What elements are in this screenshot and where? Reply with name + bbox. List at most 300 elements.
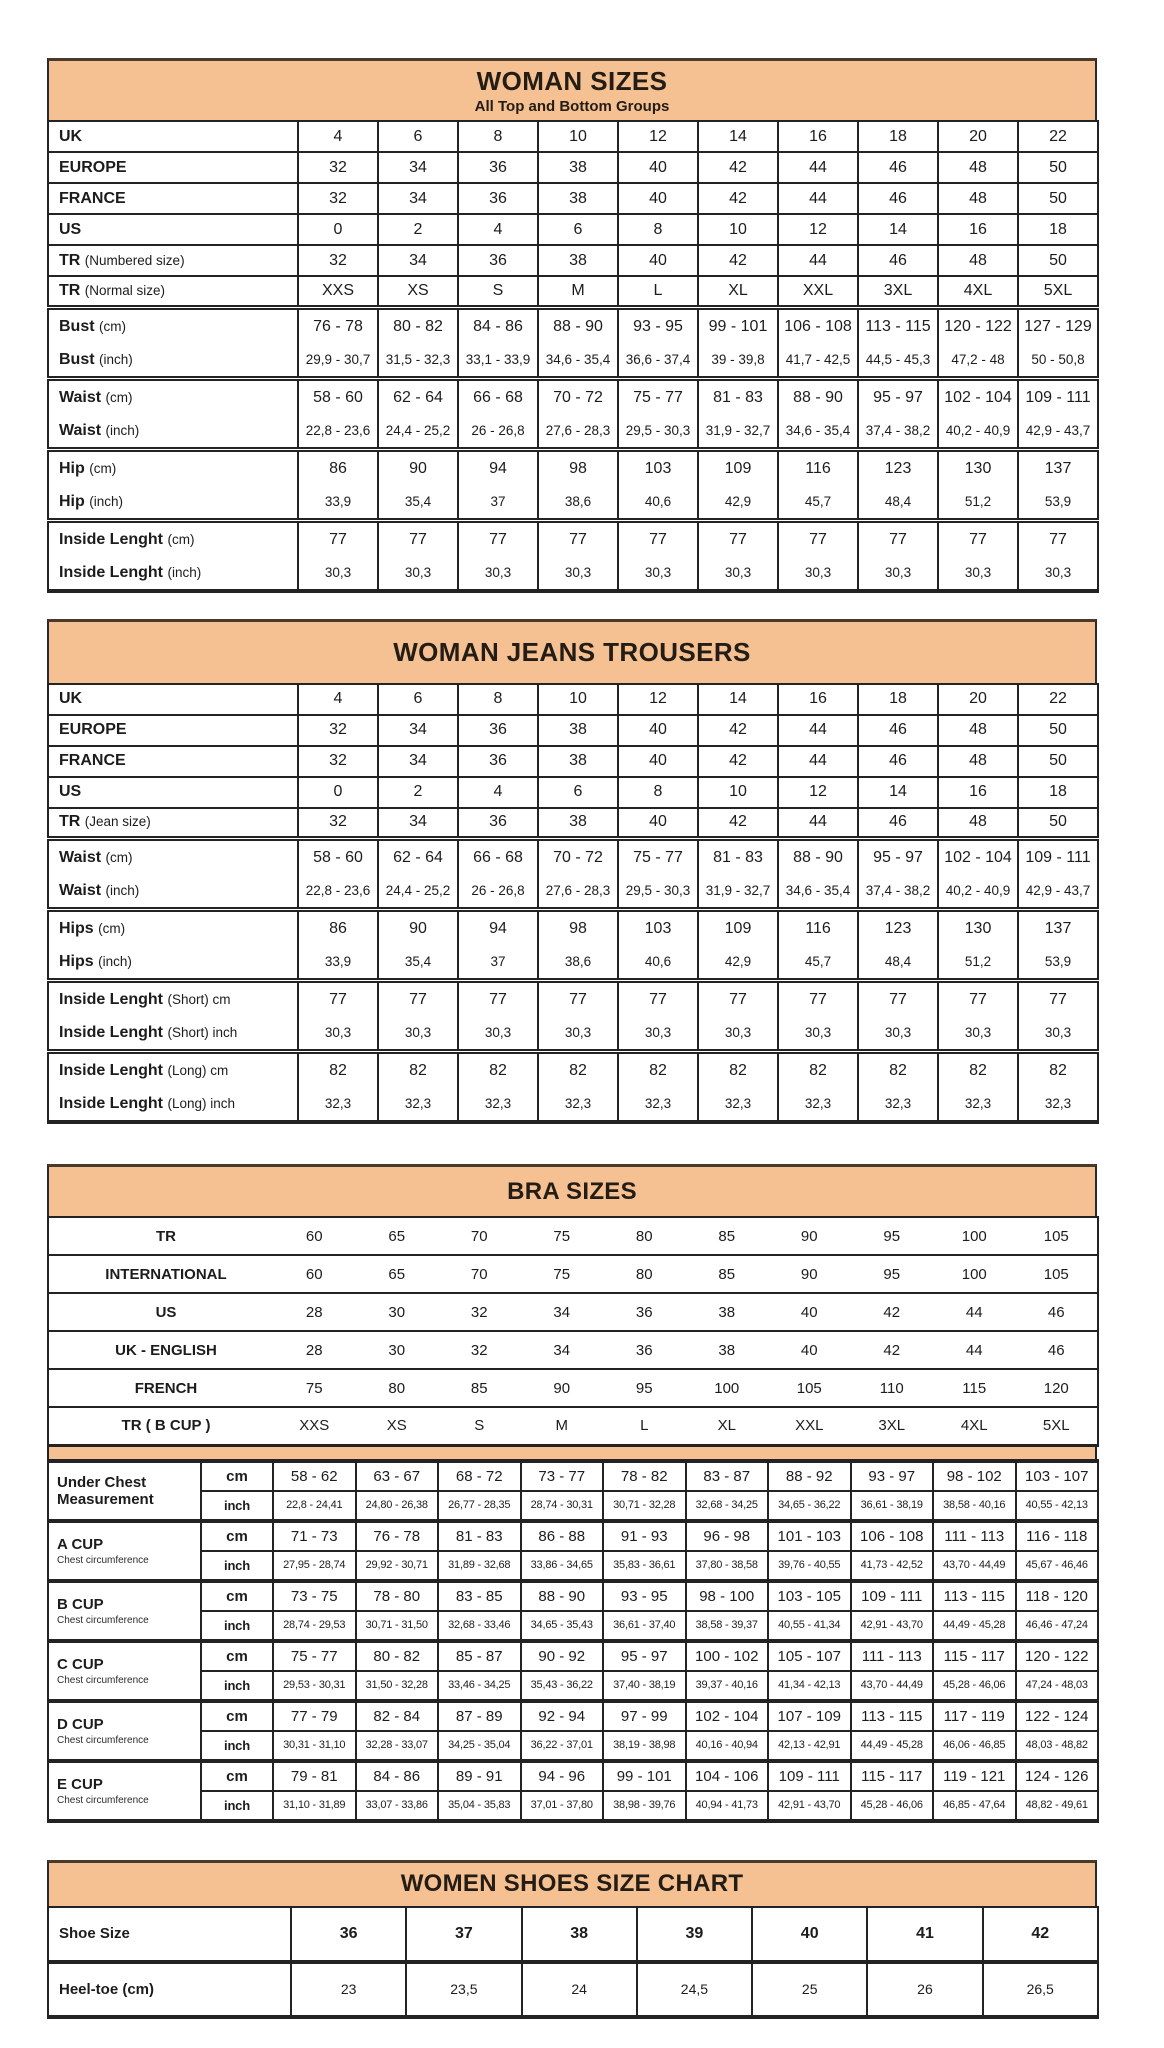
- shoe-value: 42: [983, 1907, 1098, 1962]
- size-value-cm: 102 - 104: [944, 388, 1012, 406]
- unit-cm-label: cm: [201, 1581, 273, 1611]
- row-label-text: UK - ENGLISH: [115, 1341, 217, 1359]
- cup-value-cm: 90 - 92: [521, 1641, 604, 1671]
- row-label-text: Shoe Size: [59, 1925, 130, 1942]
- size-value-inch: 42,9: [724, 493, 752, 509]
- cup-value-cm: 95 - 97: [603, 1641, 686, 1671]
- size-value: 12: [778, 777, 858, 808]
- size-value-pair: [458, 378, 538, 449]
- row-label-line: [49, 343, 297, 376]
- size-value-cm: 113 - 115: [865, 317, 931, 335]
- bra-band-value: 36: [603, 1293, 686, 1331]
- size-value-inch: 51,2: [964, 493, 992, 509]
- size-value-cm: 77: [489, 530, 507, 548]
- cup-value-cm: 115 - 117: [851, 1761, 934, 1791]
- cup-value-inch: 48,03 - 48,82: [1016, 1731, 1099, 1761]
- shoe-value: 24,5: [637, 1962, 752, 2017]
- row-label-line: [49, 381, 297, 414]
- size-value-pair: [298, 449, 378, 520]
- bra-band-value: 30: [356, 1293, 439, 1331]
- size-value-cm: 82: [409, 1062, 427, 1079]
- bra-band-value: 80: [603, 1255, 686, 1293]
- cup-value-inch: 48,82 - 49,61: [1016, 1791, 1099, 1821]
- unit-inch-label: inch: [201, 1551, 273, 1581]
- row-label-text: EUROPE: [59, 158, 127, 176]
- size-value: 48: [938, 245, 1018, 276]
- cup-value-inch: 38,58 - 40,16: [933, 1491, 1016, 1521]
- size-value-inch: 36,6 - 37,4: [625, 351, 691, 367]
- size-value-pair: [458, 520, 538, 591]
- size-value-pair: [698, 981, 778, 1052]
- size-value: 14: [858, 777, 938, 808]
- cup-value-cm: 58 - 62: [273, 1461, 356, 1491]
- size-value: 12: [618, 121, 698, 152]
- row-label-line: [49, 1016, 297, 1049]
- row-label-line: [49, 485, 297, 518]
- row-label-text: US: [155, 1303, 177, 1321]
- size-value-cm: 94: [489, 459, 507, 477]
- cup-value-cm: 109 - 111: [851, 1581, 934, 1611]
- size-value: 36: [458, 245, 538, 276]
- size-value-cm: 77: [649, 991, 667, 1008]
- bra-band-value: 60: [273, 1217, 356, 1255]
- table-row: [48, 1671, 1098, 1701]
- size-value: 34: [378, 715, 458, 746]
- size-value-cm: 77: [969, 991, 987, 1008]
- size-value: 46: [858, 152, 938, 183]
- size-value-cm: 93 - 95: [633, 317, 683, 335]
- size-value-pair: [298, 981, 378, 1052]
- table-row: [48, 746, 1098, 777]
- table-row: [48, 1962, 1098, 2017]
- size-value: 8: [458, 684, 538, 715]
- size-value-pair: [778, 307, 858, 378]
- size-value-pair: [1018, 307, 1098, 378]
- bra-band-value: 65: [356, 1217, 439, 1255]
- size-value: 42: [698, 715, 778, 746]
- table-row: [48, 684, 1098, 715]
- size-value-inch: 29,5 - 30,3: [625, 883, 691, 898]
- size-value-cm: 86: [329, 459, 347, 477]
- cup-value-cm: 103 - 105: [768, 1581, 851, 1611]
- cup-value-inch: 35,83 - 36,61: [603, 1551, 686, 1581]
- bra-band-value: 75: [273, 1369, 356, 1407]
- size-value-inch: 40,6: [644, 493, 672, 509]
- bra-band-value: 115: [933, 1369, 1016, 1407]
- cup-value-cm: 87 - 89: [438, 1701, 521, 1731]
- cup-value-cm: 115 - 117: [933, 1641, 1016, 1671]
- cup-value-inch: 43,70 - 44,49: [933, 1551, 1016, 1581]
- size-value-inch: 31,9 - 32,7: [705, 422, 771, 438]
- size-value: 48: [938, 183, 1018, 214]
- size-value-cm: 77: [729, 991, 747, 1008]
- size-value-pair: [538, 839, 618, 910]
- size-value: 36: [458, 746, 538, 777]
- size-value-inch: 30,3: [324, 564, 352, 580]
- cup-sublabel: Chest circumference: [57, 1554, 149, 1566]
- size-value-pair: [538, 520, 618, 591]
- shoe-value: 41: [867, 1907, 982, 1962]
- row-label: [48, 981, 298, 1052]
- bra-band-value: 34: [521, 1293, 604, 1331]
- size-value-inch: 22,8 - 23,6: [305, 883, 371, 898]
- shoe-value: 26,5: [983, 1962, 1098, 2017]
- size-value-inch: 30,3: [884, 1025, 912, 1040]
- size-value-cm: 70 - 72: [553, 388, 603, 406]
- cup-value-cm: 113 - 115: [933, 1581, 1016, 1611]
- size-value-cm: 77: [569, 991, 587, 1008]
- cup-value-inch: 47,24 - 48,03: [1016, 1671, 1099, 1701]
- size-value-pair: [378, 981, 458, 1052]
- size-value: 4: [298, 121, 378, 152]
- size-value-pair: [298, 839, 378, 910]
- size-value-inch: 37,4 - 38,2: [865, 422, 931, 438]
- size-value-inch: 27,6 - 28,3: [545, 883, 611, 898]
- size-value-cm: 123: [884, 459, 912, 477]
- cup-value-inch: 32,68 - 33,46: [438, 1611, 521, 1641]
- bra-band-value: 85: [686, 1255, 769, 1293]
- cup-value-cm: 124 - 126: [1016, 1761, 1099, 1791]
- cup-value-inch: 36,61 - 38,19: [851, 1491, 934, 1521]
- size-value-pair: [298, 378, 378, 449]
- cup-value-inch: 31,10 - 31,89: [273, 1791, 356, 1821]
- size-value: 50: [1018, 152, 1098, 183]
- table-row-pair: [48, 1052, 1098, 1123]
- table-row: [48, 777, 1098, 808]
- row-label-note: (inch): [98, 954, 132, 969]
- cup-value-inch: 38,58 - 39,37: [686, 1611, 769, 1641]
- size-value-inch: 32,3: [644, 1096, 672, 1111]
- table-row: [48, 183, 1098, 214]
- size-value: 20: [938, 684, 1018, 715]
- bra-band-value: M: [521, 1407, 604, 1445]
- size-value: 48: [938, 808, 1018, 839]
- size-value-pair: [538, 981, 618, 1052]
- cup-value-cm: 113 - 115: [851, 1701, 934, 1731]
- bra-title: BRA SIZES: [507, 1177, 637, 1205]
- shoe-value: 23,5: [406, 1962, 521, 2017]
- cup-value-cm: 88 - 90: [521, 1581, 604, 1611]
- cup-value-inch: 45,28 - 46,06: [933, 1671, 1016, 1701]
- size-value-cm: 76 - 78: [313, 317, 363, 335]
- size-value: 12: [618, 684, 698, 715]
- size-value-pair: [298, 520, 378, 591]
- bra-band-table: [47, 1216, 1099, 1447]
- size-value-inch: 30,3: [804, 564, 832, 580]
- bra-band-value: 90: [768, 1217, 851, 1255]
- size-value: 12: [778, 214, 858, 245]
- cup-value-cm: 91 - 93: [603, 1521, 686, 1551]
- size-value-pair: [618, 449, 698, 520]
- size-value-inch: 41,7 - 42,5: [785, 351, 851, 367]
- row-label: [48, 1407, 273, 1445]
- size-value-cm: 88 - 90: [793, 388, 843, 406]
- size-value-inch: 33,9: [324, 493, 352, 509]
- cup-value-cm: 101 - 103: [768, 1521, 851, 1551]
- bra-band-value: 70: [438, 1217, 521, 1255]
- size-value: 50: [1018, 245, 1098, 276]
- size-value-inch: 42,9 - 43,7: [1025, 422, 1091, 438]
- size-value-inch: 33,1 - 33,9: [465, 351, 531, 367]
- shoe-value: 38: [522, 1907, 637, 1962]
- shoe-value: 36: [291, 1907, 406, 1962]
- size-value-cm: 130: [964, 459, 992, 477]
- size-value-pair: [778, 839, 858, 910]
- cup-value-inch: 22,8 - 24,41: [273, 1491, 356, 1521]
- row-label: [48, 1293, 273, 1331]
- row-label: [48, 1331, 273, 1369]
- size-value-inch: 47,2 - 48: [951, 351, 1005, 367]
- size-value-cm: 66 - 68: [473, 388, 523, 406]
- size-value: 46: [858, 746, 938, 777]
- size-value-inch: 26 - 26,8: [471, 883, 525, 898]
- table-row: [48, 1331, 1098, 1369]
- shoes-table: [47, 1906, 1099, 2019]
- size-value-inch: 35,4: [404, 954, 432, 969]
- size-value-cm: 82: [729, 1062, 747, 1079]
- size-value-inch: 30,3: [644, 564, 672, 580]
- table-row: [48, 1791, 1098, 1821]
- bra-divider-strip: [47, 1447, 1097, 1459]
- size-value-pair: [618, 910, 698, 981]
- row-label: [48, 1052, 298, 1123]
- cup-value-cm: 85 - 87: [438, 1641, 521, 1671]
- size-value-inch: 32,3: [884, 1096, 912, 1111]
- size-value-cm: 109 - 111: [1025, 388, 1091, 406]
- cup-value-inch: 40,55 - 42,13: [1016, 1491, 1099, 1521]
- row-label-text: Hips: [59, 953, 94, 970]
- cup-name: B CUP: [57, 1595, 104, 1613]
- bra-band-value: 34: [521, 1331, 604, 1369]
- bra-band-value: 44: [933, 1293, 1016, 1331]
- row-label: [48, 520, 298, 591]
- table-row-pair: [48, 839, 1098, 910]
- size-value-inch: 37: [490, 954, 506, 969]
- size-value-cm: 109 - 111: [1025, 849, 1091, 866]
- size-value-cm: 82: [1049, 1062, 1067, 1079]
- size-value: 18: [1018, 777, 1098, 808]
- row-label-text: FRANCE: [59, 189, 126, 207]
- row-label-note: (inch): [89, 493, 123, 509]
- size-value-inch: 33,9: [324, 954, 352, 969]
- size-value-cm: 81 - 83: [713, 849, 763, 866]
- size-value: 40: [618, 245, 698, 276]
- table-row-pair: [48, 378, 1098, 449]
- cup-value-cm: 78 - 82: [603, 1461, 686, 1491]
- table-row: [48, 808, 1098, 839]
- bra-band-value: 40: [768, 1293, 851, 1331]
- cup-value-inch: 29,53 - 30,31: [273, 1671, 356, 1701]
- woman-sizes-title: WOMAN SIZES: [476, 66, 668, 96]
- cup-value-cm: 98 - 102: [933, 1461, 1016, 1491]
- shoe-value: 24: [522, 1962, 637, 2017]
- size-value-pair: [698, 307, 778, 378]
- size-value-inch: 30,3: [404, 1025, 432, 1040]
- size-value: 4: [458, 214, 538, 245]
- size-value-cm: 82: [889, 1062, 907, 1079]
- size-value: 32: [298, 715, 378, 746]
- row-label-line: [49, 945, 297, 978]
- size-value: 14: [698, 684, 778, 715]
- bra-band-value: 90: [521, 1369, 604, 1407]
- cup-value-cm: 99 - 101: [603, 1761, 686, 1791]
- cup-label: [48, 1521, 201, 1581]
- size-value: 3XL: [858, 276, 938, 307]
- size-value: 34: [378, 746, 458, 777]
- size-value-inch: 30,3: [404, 564, 432, 580]
- cup-label: [48, 1581, 201, 1641]
- size-value-cm: 58 - 60: [313, 849, 363, 866]
- table-row: [48, 152, 1098, 183]
- size-value-inch: 30,3: [884, 564, 912, 580]
- table-row: [48, 1293, 1098, 1331]
- bra-band-value: 28: [273, 1331, 356, 1369]
- size-value: 44: [778, 183, 858, 214]
- cup-value-cm: 84 - 86: [356, 1761, 439, 1791]
- size-value: 40: [618, 746, 698, 777]
- size-value-inch: 45,7: [804, 954, 832, 969]
- bra-band-value: 120: [1016, 1369, 1099, 1407]
- cup-value-cm: 103 - 107: [1016, 1461, 1099, 1491]
- size-value-cm: 90: [409, 920, 427, 937]
- size-value-pair: [858, 910, 938, 981]
- cup-value-cm: 73 - 75: [273, 1581, 356, 1611]
- size-value-inch: 26 - 26,8: [471, 422, 525, 438]
- cup-value-inch: 31,89 - 32,68: [438, 1551, 521, 1581]
- size-value: 46: [858, 183, 938, 214]
- size-value-cm: 98: [569, 920, 587, 937]
- size-value: 46: [858, 245, 938, 276]
- table-row: [48, 1217, 1098, 1255]
- size-value: 48: [938, 746, 1018, 777]
- size-value-cm: 98: [569, 459, 587, 477]
- bra-cup-table: [47, 1459, 1099, 1823]
- cup-value-cm: 120 - 122: [1016, 1641, 1099, 1671]
- size-value: 22: [1018, 684, 1098, 715]
- size-value: 40: [618, 183, 698, 214]
- size-value: 44: [778, 746, 858, 777]
- cup-value-cm: 104 - 106: [686, 1761, 769, 1791]
- cup-value-inch: 33,07 - 33,86: [356, 1791, 439, 1821]
- size-value-pair: [778, 981, 858, 1052]
- row-label: [48, 715, 298, 746]
- bra-header: [47, 1164, 1097, 1216]
- size-value-pair: [618, 981, 698, 1052]
- row-label-text: Bust: [59, 317, 95, 335]
- jeans-section: [47, 619, 1097, 1125]
- table-row-pair: [48, 981, 1098, 1052]
- size-value: 50: [1018, 715, 1098, 746]
- unit-inch-label: inch: [201, 1611, 273, 1641]
- row-label-note: (cm): [105, 389, 133, 405]
- cup-value-inch: 33,86 - 34,65: [521, 1551, 604, 1581]
- shoe-value: 37: [406, 1907, 521, 1962]
- table-row: [48, 121, 1098, 152]
- size-value-pair: [938, 981, 1018, 1052]
- size-value: 40: [618, 715, 698, 746]
- bra-band-value: 38: [686, 1331, 769, 1369]
- cup-value-inch: 40,16 - 40,94: [686, 1731, 769, 1761]
- cup-value-inch: 46,46 - 47,24: [1016, 1611, 1099, 1641]
- size-value-pair: [458, 910, 538, 981]
- cup-label: [48, 1641, 201, 1701]
- cup-value-inch: 39,76 - 40,55: [768, 1551, 851, 1581]
- row-label-note: (cm): [105, 850, 133, 865]
- size-value-cm: 82: [329, 1062, 347, 1079]
- cup-value-cm: 89 - 91: [438, 1761, 521, 1791]
- size-value-inch: 32,3: [404, 1096, 432, 1111]
- size-value-inch: 30,3: [564, 564, 592, 580]
- cup-label: [48, 1701, 201, 1761]
- cup-value-inch: 29,92 - 30,71: [356, 1551, 439, 1581]
- row-label-note: (cm): [89, 460, 117, 476]
- cup-value-cm: 93 - 97: [851, 1461, 934, 1491]
- size-value-inch: 34,6 - 35,4: [785, 883, 851, 898]
- row-label-text: TR: [59, 281, 81, 299]
- cup-value-cm: 119 - 121: [933, 1761, 1016, 1791]
- bra-band-value: 95: [851, 1255, 934, 1293]
- size-value: 2: [378, 777, 458, 808]
- size-value-pair: [858, 449, 938, 520]
- row-label-line: [49, 912, 297, 945]
- cup-value-inch: 37,01 - 37,80: [521, 1791, 604, 1821]
- cup-value-cm: 117 - 119: [933, 1701, 1016, 1731]
- size-value-inch: 29,9 - 30,7: [305, 351, 371, 367]
- bra-band-value: 85: [686, 1217, 769, 1255]
- size-value-inch: 50 - 50,8: [1031, 351, 1085, 367]
- size-value-inch: 38,6: [564, 954, 592, 969]
- size-value-inch: 32,3: [804, 1096, 832, 1111]
- cup-value-cm: 109 - 111: [768, 1761, 851, 1791]
- table-row: [48, 1907, 1098, 1962]
- table-row: [48, 715, 1098, 746]
- row-label: [48, 839, 298, 910]
- size-value-cm: 77: [809, 530, 827, 548]
- cup-value-cm: 83 - 85: [438, 1581, 521, 1611]
- size-value-cm: 103: [644, 459, 672, 477]
- size-value-pair: [378, 910, 458, 981]
- size-value-inch: 30,3: [804, 1025, 832, 1040]
- size-value: 48: [938, 152, 1018, 183]
- size-value-inch: 30,3: [324, 1025, 352, 1040]
- cup-value-inch: 45,67 - 46,46: [1016, 1551, 1099, 1581]
- bra-band-value: 65: [356, 1255, 439, 1293]
- size-value: 6: [378, 684, 458, 715]
- bra-band-value: 42: [851, 1293, 934, 1331]
- size-value: XS: [378, 276, 458, 307]
- cup-label: [48, 1461, 201, 1521]
- size-value-cm: 77: [809, 991, 827, 1008]
- size-value-pair: [1018, 449, 1098, 520]
- bra-band-value: 46: [1016, 1331, 1099, 1369]
- size-value-cm: 77: [969, 530, 987, 548]
- cup-value-inch: 34,25 - 35,04: [438, 1731, 521, 1761]
- size-value-inch: 48,4: [884, 493, 912, 509]
- cup-value-inch: 38,19 - 38,98: [603, 1731, 686, 1761]
- size-value: 18: [1018, 214, 1098, 245]
- bra-band-value: 105: [768, 1369, 851, 1407]
- size-value-inch: 24,4 - 25,2: [385, 883, 451, 898]
- unit-cm-label: cm: [201, 1761, 273, 1791]
- size-value-cm: 90: [409, 459, 427, 477]
- size-value: M: [538, 276, 618, 307]
- size-value-pair: [378, 449, 458, 520]
- table-row-pair: [48, 307, 1098, 378]
- row-label-text: FRENCH: [134, 1379, 198, 1397]
- size-value-pair: [298, 1052, 378, 1123]
- size-value-pair: [378, 378, 458, 449]
- cup-value-cm: 111 - 113: [851, 1641, 934, 1671]
